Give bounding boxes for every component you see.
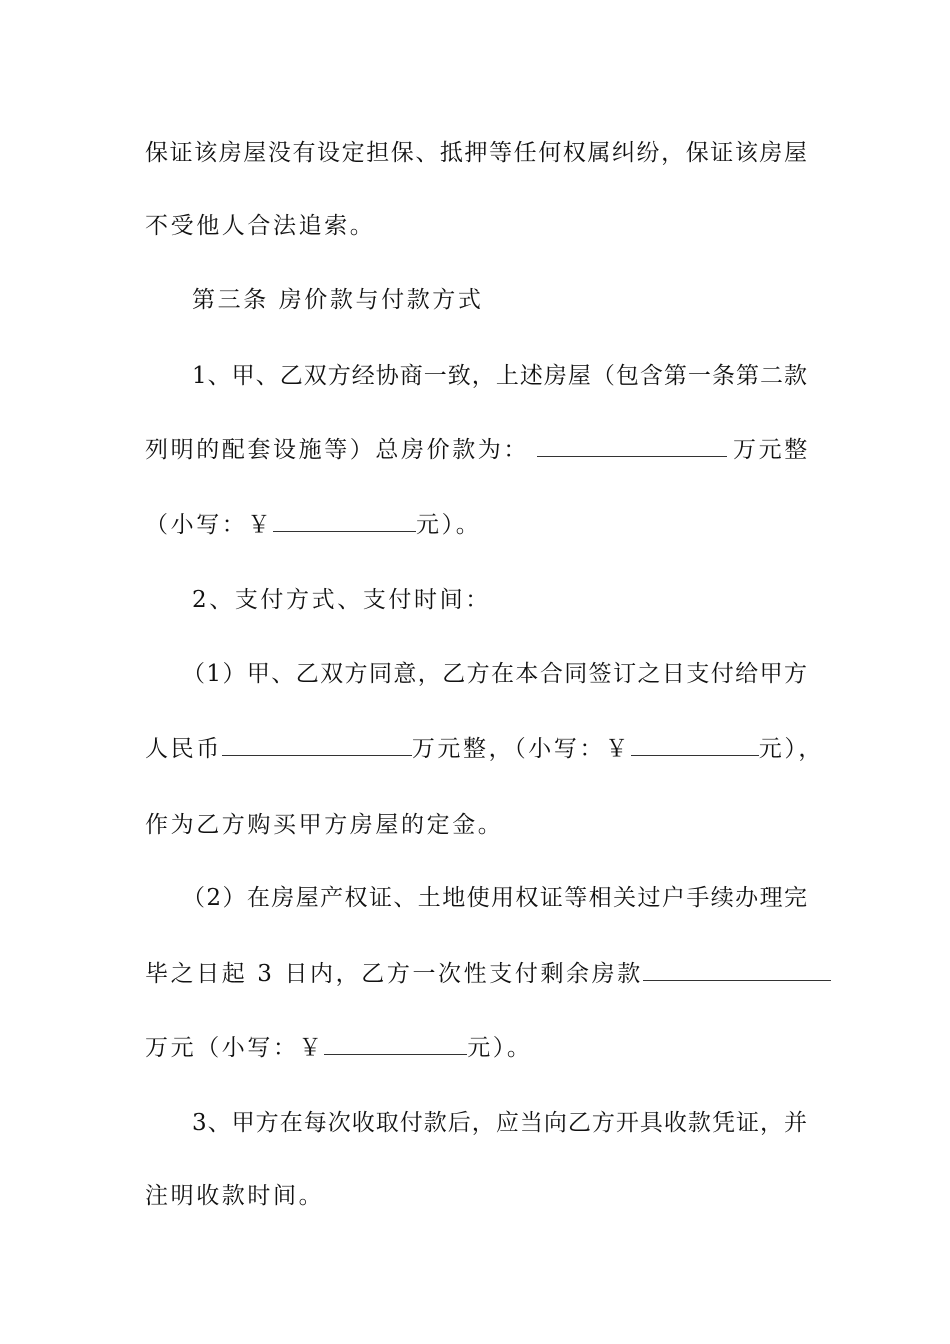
- paragraph-line-1: [145, 138, 807, 168]
- text-segment: 2、支付方式、支付时间：: [192, 587, 491, 613]
- text-segment: 万元整: [733, 437, 810, 463]
- fill-in-blank[interactable]: [537, 436, 727, 457]
- paragraph-line-5: [145, 435, 810, 465]
- text-segment: 列明的配套设施等）总房价款为：: [145, 437, 529, 463]
- paragraph-line-15: [145, 1181, 807, 1211]
- text-segment: 元），: [758, 736, 825, 762]
- paragraph-line-6: [145, 510, 807, 540]
- paragraph-line-10: [145, 810, 807, 840]
- paragraph-line-7: [192, 585, 807, 615]
- text-segment: 万元（小写：￥: [145, 1035, 325, 1061]
- text-segment: 元）。: [416, 512, 482, 538]
- text-segment: 注明收款时间。: [145, 1183, 325, 1209]
- fill-in-blank[interactable]: [273, 511, 416, 532]
- fill-in-blank[interactable]: [324, 1034, 467, 1055]
- fill-in-blank[interactable]: [631, 735, 759, 756]
- paragraph-line-13: [145, 1033, 807, 1063]
- paragraph-line-14: [192, 1108, 807, 1138]
- text-segment: （小写：￥: [145, 512, 273, 538]
- fill-in-blank[interactable]: [643, 960, 831, 981]
- paragraph-line-2: [145, 211, 807, 241]
- paragraph-line-11: [182, 883, 807, 913]
- text-segment: 保证该房屋没有设定担保、抵押等任何权属纠纷，保证该房屋: [145, 140, 807, 166]
- text-segment: 作为乙方购买甲方房屋的定金。: [145, 812, 504, 838]
- text-segment: 人民币: [145, 736, 222, 762]
- text-segment: 1、甲、乙双方经协商一致，上述房屋（包含第一条第二款: [192, 363, 807, 389]
- section-heading-article-3: [192, 285, 807, 315]
- text-segment: 不受他人合法追索。: [145, 213, 376, 239]
- paragraph-line-8: [182, 659, 807, 689]
- paragraph-line-4: [192, 361, 807, 391]
- text-segment: 元）。: [467, 1035, 533, 1061]
- text-segment: （2）在房屋产权证、土地使用权证等相关过户手续办理完: [182, 885, 807, 911]
- section-heading-text: 第三条 房价款与付款方式: [192, 287, 484, 313]
- text-segment: 毕之日起 3 日内，乙方一次性支付剩余房款: [145, 961, 643, 987]
- fill-in-blank[interactable]: [222, 735, 412, 756]
- text-segment: （1）甲、乙双方同意，乙方在本合同签订之日支付给甲方: [182, 661, 807, 687]
- paragraph-line-12: [145, 959, 807, 989]
- text-segment: 3、甲方在每次收取付款后，应当向乙方开具收款凭证，并: [192, 1110, 807, 1136]
- paragraph-line-9: [145, 734, 825, 764]
- text-segment: 万元整，（小写：￥: [411, 736, 631, 762]
